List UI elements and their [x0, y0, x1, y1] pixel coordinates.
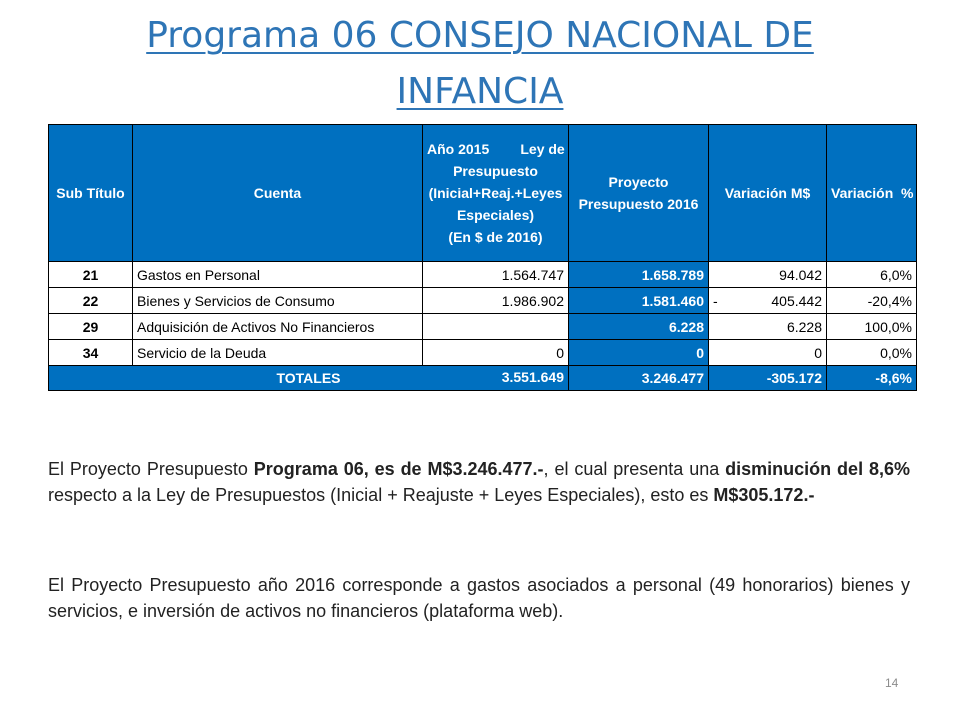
totals-proyecto: 3.246.477	[569, 366, 709, 391]
cell-proyecto: 1.658.789	[569, 262, 709, 288]
cell-variacion-monto	[709, 262, 827, 288]
cell-cuenta: Adquisición de Activos No Financieros	[133, 314, 423, 340]
header-proyecto	[569, 125, 709, 262]
slide-title	[0, 8, 960, 120]
cell-ley: 0	[423, 340, 569, 366]
totals-label-cell	[49, 366, 569, 391]
page-number: 14	[885, 676, 899, 690]
totals-ley: 3.551.649	[501, 369, 564, 385]
detail-paragraph: El Proyecto Presupuesto año 2016 corresponde a gastos asociados a personal (49 honorarios) bienes y servicios, e inversión de activos no financieros (plataforma web).	[48, 575, 910, 621]
variacion-monto-value: 94.042	[779, 266, 822, 283]
table-header-row	[49, 125, 917, 262]
variacion-monto-value: 6.228	[786, 318, 822, 335]
totals-label: TOTALES	[276, 370, 341, 386]
cell-proyecto: 1.581.460	[569, 288, 709, 314]
table-row	[49, 340, 917, 366]
table-row	[49, 314, 917, 340]
negative-sign: -	[713, 292, 718, 309]
totals-variacion-pct: -8,6%	[827, 366, 917, 391]
header-variacion-pct: Variación %	[827, 125, 917, 262]
header-ley-line: (En $ de 2016)	[448, 229, 543, 245]
cell-subtitulo: 34	[49, 340, 133, 366]
summary-bold: disminución del 8,6%	[725, 459, 910, 479]
summary-text: , el cual presenta una	[543, 459, 726, 479]
cell-proyecto: 6.228	[569, 314, 709, 340]
header-proyecto-line: Proyecto	[608, 174, 669, 190]
variacion-monto-value: 405.442	[771, 292, 822, 309]
cell-subtitulo: 22	[49, 288, 133, 314]
cell-proyecto: 0	[569, 340, 709, 366]
cell-subtitulo: 21	[49, 262, 133, 288]
summary-bold: Programa 06, es de M$3.246.477.-	[253, 459, 544, 479]
table-row	[49, 262, 917, 288]
cell-subtitulo: 29	[49, 314, 133, 340]
summary-bold: M$305.172.-	[713, 485, 815, 505]
cell-ley: 1.986.902	[423, 288, 569, 314]
cell-variacion-monto	[709, 340, 827, 366]
header-ley-line: Presupuesto	[453, 163, 538, 179]
totals-row	[49, 366, 917, 391]
cell-cuenta: Gastos en Personal	[133, 262, 423, 288]
cell-variacion-pct: 0,0%	[827, 340, 917, 366]
cell-variacion-monto	[709, 314, 827, 340]
header-proyecto-line: Presupuesto 2016	[578, 196, 699, 212]
header-ley-line: (Inicial+Reaj.+Leyes	[428, 185, 563, 201]
cell-variacion-monto	[709, 288, 827, 314]
title-line-1: Programa 06 CONSEJO NACIONAL DE	[146, 15, 814, 56]
cell-variacion-pct: 6,0%	[827, 262, 917, 288]
summary-text: respecto a la Ley de Presupuestos (Inicial + Reajuste + Leyes Especiales), esto es	[48, 485, 714, 505]
header-ley-line: Especiales)	[456, 207, 535, 223]
title-line-2: INFANCIA	[396, 71, 564, 112]
cell-ley	[423, 314, 569, 340]
header-cuenta: Cuenta	[133, 125, 423, 262]
cell-cuenta: Servicio de la Deuda	[133, 340, 423, 366]
variacion-monto-value: 0	[814, 344, 822, 361]
cell-variacion-pct: -20,4%	[827, 288, 917, 314]
summary-text: El Proyecto Presupuesto	[48, 459, 254, 479]
totals-variacion-monto: -305.172	[709, 366, 827, 391]
header-subtitulo: Sub Título	[49, 125, 133, 262]
header-ley-line: Año 2015 Ley de	[427, 141, 565, 157]
summary-paragraph	[48, 456, 910, 508]
header-variacion-monto: Variación M$	[709, 125, 827, 262]
table-row	[49, 288, 917, 314]
cell-ley: 1.564.747	[423, 262, 569, 288]
budget-table	[48, 124, 917, 391]
cell-cuenta: Bienes y Servicios de Consumo	[133, 288, 423, 314]
header-ley-presupuesto	[423, 125, 569, 262]
cell-variacion-pct: 100,0%	[827, 314, 917, 340]
